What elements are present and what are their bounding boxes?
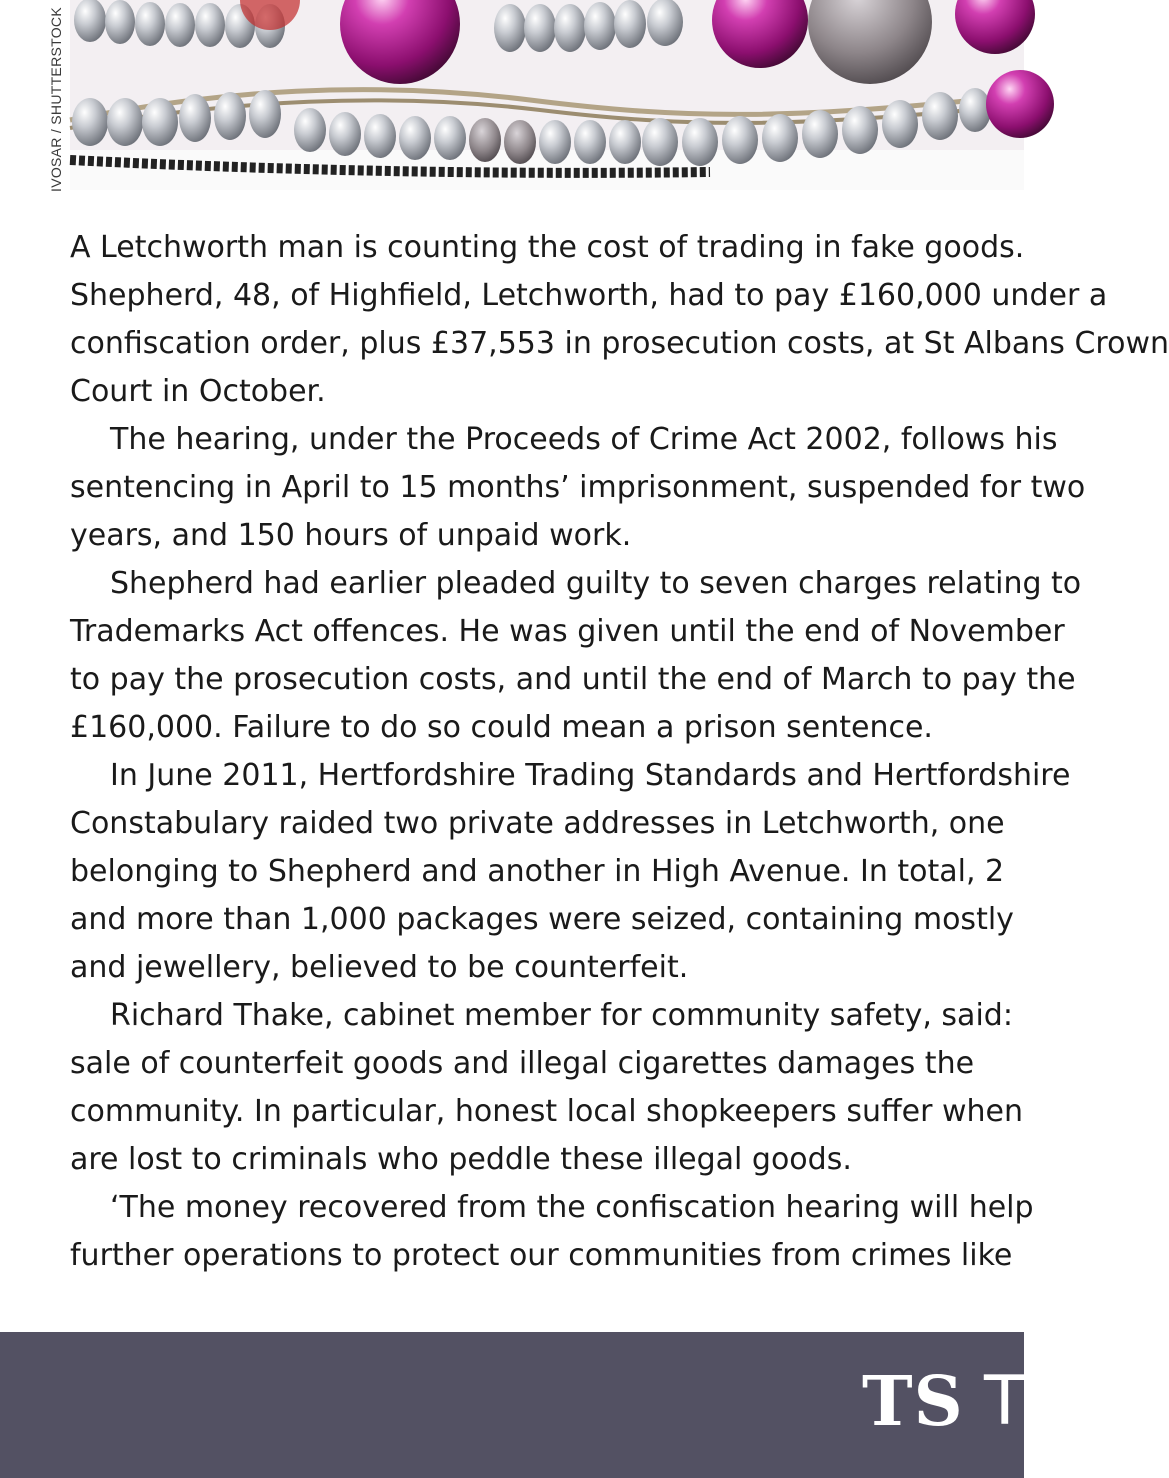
photo-credit: IVOSAR / SHUTTERSTOCK — [48, 7, 64, 192]
article-line: Shepherd had earlier pleaded guilty to seven charges relating to — [110, 566, 1082, 601]
article-line: In June 2011, Hertfordshire Trading Standards and Hertfordshire — [110, 758, 1071, 793]
article-line: community. In particular, honest local shopkeepers suffer when — [70, 1094, 1023, 1129]
article-line: are lost to criminals who peddle these illegal goods. — [70, 1142, 852, 1177]
article-line: sale of counterfeit goods and illegal cigarettes damages the — [70, 1046, 975, 1081]
article-line: years, and 150 hours of unpaid work. — [70, 518, 632, 553]
article-line: Constabulary raided two private addresses in Letchworth, one — [70, 806, 1005, 841]
article-line: to pay the prosecution costs, and until the end of March to pay the — [70, 662, 1076, 697]
article-line: £160,000. Failure to do so could mean a prison sentence. — [70, 710, 933, 745]
article-line: Court in October. — [70, 374, 326, 409]
article-body — [70, 224, 1169, 1280]
footer-band — [0, 1332, 1080, 1478]
article-line: confiscation order, plus £37,553 in prosecution costs, at St Albans Crown — [70, 326, 1169, 361]
article-line: Shepherd, 48, of Highfield, Letchworth, had to pay £160,000 under a — [70, 278, 1108, 313]
article-line: sentencing in April to 15 months’ imprisonment, suspended for two — [70, 470, 1086, 505]
footer-logo-ts: TS — [862, 1362, 964, 1442]
article-line: ‘The money recovered from the confiscation hearing will help — [110, 1190, 1034, 1225]
article-line: The hearing, under the Proceeds of Crime Act 2002, follows his — [110, 422, 1058, 457]
article-line: belonging to Shepherd and another in High Avenue. In total, 2 — [70, 854, 1005, 889]
article-line: further operations to protect our communities from crimes like — [70, 1238, 1013, 1273]
article-line: Richard Thake, cabinet member for community safety, said: — [110, 998, 1013, 1033]
article-line: and more than 1,000 packages were seized, containing mostly — [70, 902, 1014, 937]
article-line: Trademarks Act offences. He was given until the end of November — [70, 614, 1065, 649]
jewellery-beads-photo — [70, 0, 1024, 190]
footer-logo-tail: TO — [984, 1362, 1080, 1441]
article-line: and jewellery, believed to be counterfeit. — [70, 950, 689, 985]
article-line: A Letchworth man is counting the cost of trading in fake goods. — [70, 230, 1025, 265]
